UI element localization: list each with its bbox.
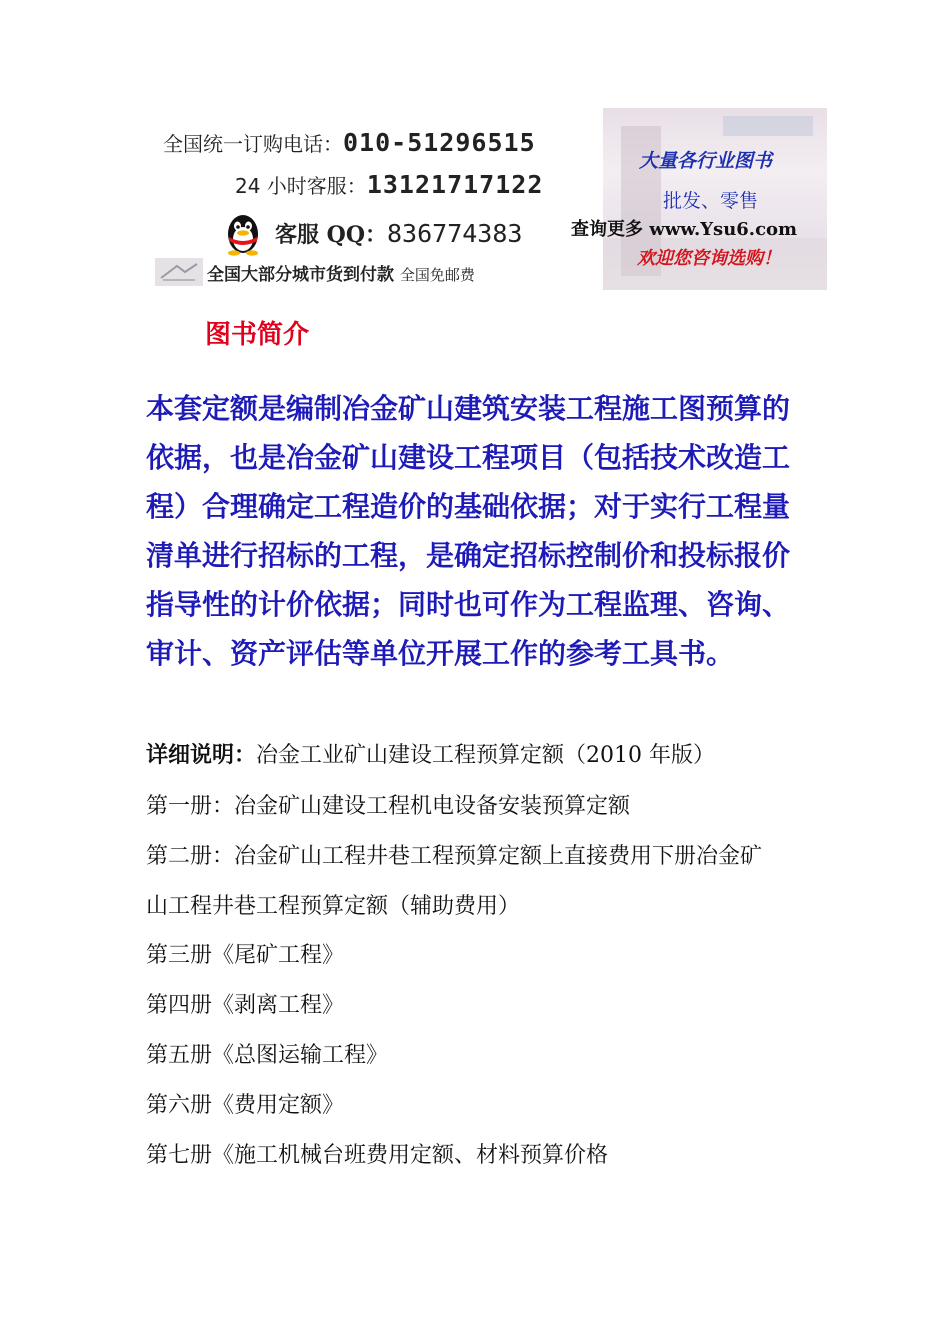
website-link-text: 查询更多 www.Ysu6.com	[571, 219, 798, 240]
banner-store-panel	[571, 108, 827, 290]
free-shipping-text: 全国免邮费	[399, 266, 475, 284]
volume-line: 第二册：冶金矿山工程井巷工程预算定额上直接费用下册冶金矿	[146, 844, 763, 869]
intro-line: 本套定额是编制冶金矿山建筑安装工程施工图预算的	[146, 392, 791, 425]
intro-paragraph	[146, 384, 811, 678]
volume-line: 第六册《费用定额》	[146, 1093, 345, 1118]
service-phone-number: 13121717122	[366, 170, 544, 199]
details-lead	[146, 738, 715, 769]
storefront-sign-shape	[723, 116, 813, 136]
order-phone-label: 全国统一订购电话：	[163, 132, 343, 156]
volume-line: 第三册《尾矿工程》	[146, 943, 345, 968]
intro-line: 依据，也是冶金矿山建设工程项目（包括技术改造工	[146, 441, 791, 474]
details-lead-label: 详细说明：	[146, 742, 257, 768]
qq-label: 客服 QQ：	[275, 222, 387, 248]
volume-line: 第一册：冶金矿山建设工程机电设备安装预算定额	[146, 794, 631, 819]
section-title: 图书简介	[205, 320, 310, 350]
cod-text: 全国大部分城市货到付款	[207, 265, 394, 285]
intro-line: 程）合理确定工程造价的基础依据；对于实行工程量	[146, 490, 791, 523]
bookstore-logo-icon	[155, 258, 203, 286]
order-phone-line	[163, 128, 536, 157]
intro-line: 指导性的计价依据；同时也可作为工程监理、咨询、	[146, 588, 791, 621]
service-phone-label: 24 小时客服：	[235, 174, 367, 198]
volume-line: 第四册《剥离工程》	[146, 993, 345, 1018]
banner-contact-panel	[155, 108, 605, 290]
intro-line: 审计、资产评估等单位开展工作的参考工具书。	[146, 637, 735, 670]
volume-line: 第五册《总图运输工程》	[146, 1043, 389, 1068]
service-phone-line	[235, 170, 543, 199]
qq-line	[275, 218, 522, 249]
qq-penguin-icon	[223, 212, 263, 256]
volume-line: 第七册《施工机械台班费用定额、材料预算价格	[146, 1143, 609, 1168]
cod-line	[207, 260, 475, 285]
intro-line: 清单进行招标的工程，是确定招标控制价和投标报价	[146, 539, 791, 572]
order-phone-number: 010-51296515	[343, 128, 536, 157]
volume-line: 山工程井巷工程预算定额（辅助费用）	[146, 894, 521, 919]
order-banner	[155, 108, 827, 290]
qq-number: 836774383	[387, 219, 523, 248]
wholesale-books-text: 大量各行业图书	[639, 150, 773, 172]
details-lead-text: 冶金工业矿山建设工程预算定额（2010 年版）	[256, 743, 715, 768]
welcome-text: 欢迎您咨询选购！	[637, 248, 781, 269]
wholesale-retail-text: 批发、零售	[663, 190, 759, 212]
